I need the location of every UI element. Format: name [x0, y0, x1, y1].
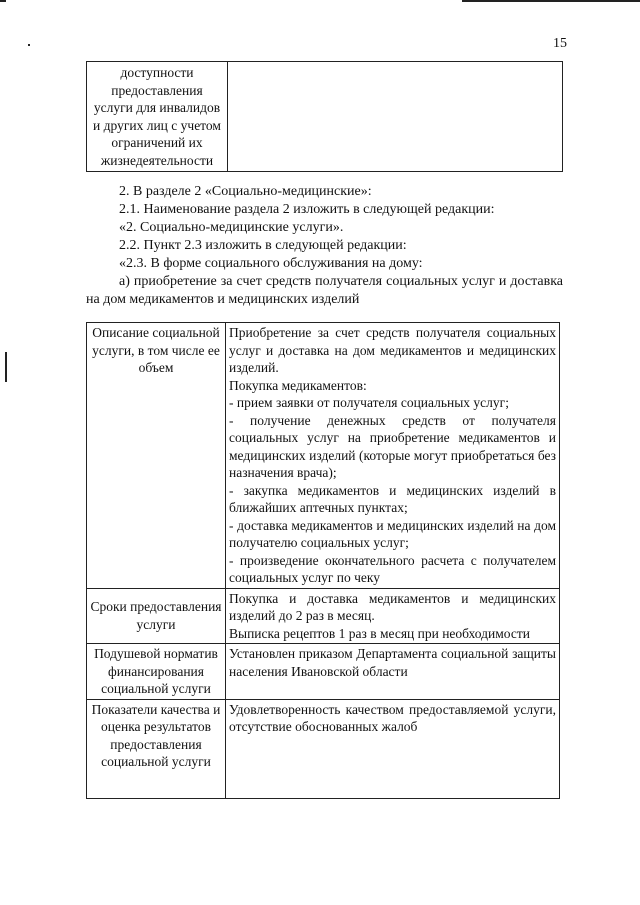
scan-mark-left-bar	[5, 352, 7, 382]
table-cell-label: Показатели качества и оценка результатов предоставления социальной услуги	[87, 699, 226, 798]
cell-line: Выписка рецептов 1 раз в месяц при необходимости	[229, 625, 530, 641]
scan-mark-dot	[28, 44, 30, 46]
table-row	[87, 644, 560, 700]
table-cell-value	[226, 644, 560, 700]
continuation-table	[86, 61, 563, 172]
text-line: «2. Социально-медицинские услуги».	[119, 220, 344, 235]
cell-line: - прием заявки от получателя социальных услуг;	[229, 395, 509, 410]
cell-line: - доставка медикаментов и медицинских изделий на дом получателю социальных услуг;	[229, 517, 556, 550]
cell-line: Покупка и доставка медикаментов и медицинских изделий до 2 раз в месяц.	[229, 590, 556, 623]
cell-line: - получение денежных средств от получателя социальных услуг на приобретение медикаментов и медицинских изделий (которые могут приобретаться без назначения врача);	[229, 412, 556, 480]
amendment-text	[86, 183, 563, 309]
table-row	[87, 588, 560, 644]
table-cell-label: Описание социальной услуги, в том числе ее объем	[87, 323, 226, 589]
table-cell-value	[228, 62, 563, 172]
cell-line: Установлен приказом Департамента социальной защиты населения Ивановской области	[229, 646, 556, 679]
table-cell-label: доступности предоставления услуги для инвалидов и других лиц с учетом ограничений их жизнедеятельности	[87, 62, 228, 172]
cell-line: - закупка медикаментов и медицинских изделий в ближайших аптечных пунктах;	[229, 482, 556, 515]
text-line: «2.3. В форме социального обслуживания на дому:	[119, 256, 423, 271]
table-row	[87, 62, 563, 172]
table-row	[87, 323, 560, 589]
table-cell-label: Подушевой норматив финансирования социальной услуги	[87, 644, 226, 700]
cell-line: - произведение окончательного расчета с получателем социальных услуг по чеку	[229, 552, 556, 585]
text-line: а) приобретение за счет средств получателя социальных услуг и доставка на дом медикаментов и медицинских изделий	[86, 274, 563, 307]
table-cell-label: Сроки предоставления услуги	[87, 588, 226, 644]
text-line: 2.2. Пункт 2.3 изложить в следующей редакции:	[119, 238, 407, 253]
text-line: 2.1. Наименование раздела 2 изложить в следующей редакции:	[119, 202, 495, 217]
service-table	[86, 322, 560, 799]
table-row	[87, 699, 560, 798]
scan-mark-top-right	[462, 0, 640, 2]
scan-mark-top-left	[0, 0, 6, 2]
cell-line: Удовлетворенность качеством предоставляемой услуги, отсутствие обоснованных жалоб	[229, 701, 556, 734]
table-cell-value	[226, 323, 560, 589]
cell-line: Покупка медикаментов:	[229, 377, 367, 393]
table-cell-value	[226, 588, 560, 644]
cell-line: Приобретение за счет средств получателя социальных услуг и доставка на дом медикаментов и медицинских изделий.	[229, 325, 556, 375]
text-line: 2. В разделе 2 «Социально-медицинские»:	[119, 184, 372, 199]
page-number: 15	[553, 36, 567, 51]
table-cell-value	[226, 699, 560, 798]
